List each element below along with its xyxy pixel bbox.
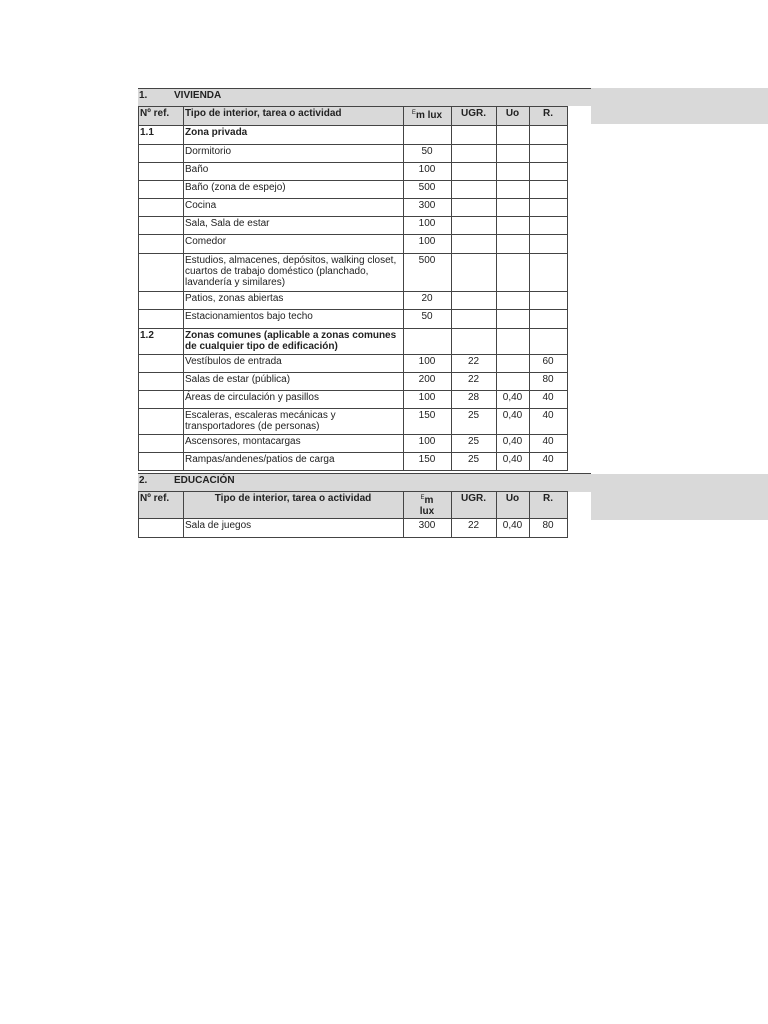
ref-cell bbox=[139, 181, 184, 199]
em-lux-cell: 500 bbox=[404, 181, 452, 199]
table-row bbox=[139, 254, 568, 292]
ugr-cell bbox=[452, 310, 497, 329]
description-cell: Cocina bbox=[184, 199, 404, 217]
em-lux-cell: 50 bbox=[404, 310, 452, 329]
uo-cell bbox=[497, 254, 530, 292]
ref-cell bbox=[139, 435, 184, 453]
ref-cell: 1.1 bbox=[139, 126, 184, 145]
ref-cell bbox=[139, 310, 184, 329]
header-em bbox=[404, 492, 452, 519]
r-cell bbox=[530, 329, 568, 355]
em-lux-cell: 200 bbox=[404, 373, 452, 391]
em-lux-cell: 500 bbox=[404, 254, 452, 292]
description-cell: Salas de estar (pública) bbox=[184, 373, 404, 391]
em-lux-cell: 50 bbox=[404, 145, 452, 163]
r-cell bbox=[530, 235, 568, 254]
em-lux-cell: 150 bbox=[404, 409, 452, 435]
illuminance-table bbox=[138, 106, 568, 471]
ugr-cell bbox=[452, 292, 497, 310]
header-ugr: UGR. bbox=[452, 492, 497, 519]
uo-cell bbox=[497, 310, 530, 329]
description-cell: Baño (zona de espejo) bbox=[184, 181, 404, 199]
ugr-cell bbox=[452, 329, 497, 355]
uo-cell bbox=[497, 373, 530, 391]
ugr-cell bbox=[452, 181, 497, 199]
em-lux-cell: 100 bbox=[404, 163, 452, 181]
section-heading bbox=[138, 473, 591, 492]
description-cell: Vestíbulos de entrada bbox=[184, 355, 404, 373]
description-cell: Patios, zonas abiertas bbox=[184, 292, 404, 310]
ugr-cell: 28 bbox=[452, 391, 497, 409]
ugr-cell: 25 bbox=[452, 453, 497, 471]
ref-cell bbox=[139, 235, 184, 254]
em-lux-cell: 100 bbox=[404, 391, 452, 409]
table-row bbox=[139, 519, 568, 538]
table-row bbox=[139, 163, 568, 181]
header-desc: Tipo de interior, tarea o actividad bbox=[184, 492, 404, 519]
header-em-label: m lux bbox=[415, 110, 443, 121]
ref-cell bbox=[139, 409, 184, 435]
em-lux-cell: 100 bbox=[404, 235, 452, 254]
ugr-cell bbox=[452, 126, 497, 145]
r-cell: 80 bbox=[530, 519, 568, 538]
section-title: EDUCACIÓN bbox=[174, 475, 235, 486]
ugr-cell bbox=[452, 254, 497, 292]
section-number: 2. bbox=[139, 475, 148, 486]
table-row bbox=[139, 126, 568, 145]
r-cell bbox=[530, 145, 568, 163]
r-cell bbox=[530, 181, 568, 199]
uo-cell: 0,40 bbox=[497, 435, 530, 453]
gray-band-right bbox=[591, 88, 768, 124]
uo-cell bbox=[497, 292, 530, 310]
description-cell: Ascensores, montacargas bbox=[184, 435, 404, 453]
ref-cell bbox=[139, 355, 184, 373]
em-lux-cell: 20 bbox=[404, 292, 452, 310]
header-uo: Uo bbox=[497, 492, 530, 519]
ugr-cell: 25 bbox=[452, 409, 497, 435]
table-header-row bbox=[139, 492, 568, 519]
ugr-cell bbox=[452, 235, 497, 254]
header-r: R. bbox=[530, 107, 568, 126]
r-cell bbox=[530, 254, 568, 292]
description-cell: Comedor bbox=[184, 235, 404, 254]
ref-cell bbox=[139, 199, 184, 217]
ref-cell bbox=[139, 453, 184, 471]
table-row bbox=[139, 310, 568, 329]
r-cell: 40 bbox=[530, 435, 568, 453]
r-cell bbox=[530, 199, 568, 217]
em-lux-cell: 100 bbox=[404, 355, 452, 373]
ref-cell bbox=[139, 519, 184, 538]
r-cell bbox=[530, 292, 568, 310]
description-cell: Áreas de circulación y pasillos bbox=[184, 391, 404, 409]
illuminance-table bbox=[138, 491, 568, 538]
header-em-unit: lux bbox=[419, 506, 435, 517]
uo-cell bbox=[497, 217, 530, 235]
header-r: R. bbox=[530, 492, 568, 519]
em-lux-cell bbox=[404, 329, 452, 355]
table-row bbox=[139, 391, 568, 409]
uo-cell bbox=[497, 199, 530, 217]
uo-cell: 0,40 bbox=[497, 519, 530, 538]
section-number: 1. bbox=[139, 90, 148, 101]
ref-cell bbox=[139, 145, 184, 163]
uo-cell bbox=[497, 355, 530, 373]
section-title: VIVIENDA bbox=[174, 90, 222, 101]
uo-cell: 0,40 bbox=[497, 391, 530, 409]
description-cell: Estacionamientos bajo techo bbox=[184, 310, 404, 329]
gray-band-right bbox=[591, 474, 768, 520]
ugr-cell bbox=[452, 145, 497, 163]
table-row bbox=[139, 373, 568, 391]
uo-cell bbox=[497, 235, 530, 254]
header-em-prefix: E bbox=[411, 110, 416, 116]
table-row bbox=[139, 453, 568, 471]
ugr-cell bbox=[452, 163, 497, 181]
ref-cell bbox=[139, 391, 184, 409]
ref-cell bbox=[139, 254, 184, 292]
table-row bbox=[139, 235, 568, 254]
table-row bbox=[139, 329, 568, 355]
uo-cell bbox=[497, 181, 530, 199]
em-lux-cell: 100 bbox=[404, 217, 452, 235]
header-desc: Tipo de interior, tarea o actividad bbox=[184, 107, 404, 126]
r-cell bbox=[530, 126, 568, 145]
table-row bbox=[139, 355, 568, 373]
ugr-cell: 22 bbox=[452, 519, 497, 538]
header-em bbox=[404, 107, 452, 126]
table-header-row bbox=[139, 107, 568, 126]
section-heading bbox=[138, 88, 591, 106]
ugr-cell bbox=[452, 217, 497, 235]
ref-cell bbox=[139, 292, 184, 310]
r-cell bbox=[530, 310, 568, 329]
em-lux-cell: 300 bbox=[404, 199, 452, 217]
table-row bbox=[139, 435, 568, 453]
description-cell: Rampas/andenes/patios de carga bbox=[184, 453, 404, 471]
table-row bbox=[139, 199, 568, 217]
ugr-cell: 25 bbox=[452, 435, 497, 453]
ref-cell: 1.2 bbox=[139, 329, 184, 355]
r-cell: 60 bbox=[530, 355, 568, 373]
uo-cell bbox=[497, 126, 530, 145]
uo-cell bbox=[497, 163, 530, 181]
description-cell: Baño bbox=[184, 163, 404, 181]
header-uo: Uo bbox=[497, 107, 530, 126]
em-lux-cell bbox=[404, 126, 452, 145]
ugr-cell: 22 bbox=[452, 355, 497, 373]
header-em-prefix: E bbox=[420, 495, 425, 501]
header-ref: Nº ref. bbox=[139, 107, 184, 126]
r-cell bbox=[530, 217, 568, 235]
table-row bbox=[139, 409, 568, 435]
description-cell: Zona privada bbox=[184, 126, 404, 145]
table-row bbox=[139, 292, 568, 310]
description-cell: Escaleras, escaleras mecánicas y transportadores (de personas) bbox=[184, 409, 404, 435]
r-cell: 80 bbox=[530, 373, 568, 391]
r-cell: 40 bbox=[530, 409, 568, 435]
em-lux-cell: 150 bbox=[404, 453, 452, 471]
table-row bbox=[139, 217, 568, 235]
uo-cell bbox=[497, 329, 530, 355]
header-ugr: UGR. bbox=[452, 107, 497, 126]
em-lux-cell: 300 bbox=[404, 519, 452, 538]
uo-cell: 0,40 bbox=[497, 409, 530, 435]
ref-cell bbox=[139, 163, 184, 181]
description-cell: Estudios, almacenes, depósitos, walking closet, cuartos de trabajo doméstico (planchado, lavandería y similares) bbox=[184, 254, 404, 292]
description-cell: Zonas comunes (aplicable a zonas comunes de cualquier tipo de edificación) bbox=[184, 329, 404, 355]
header-em-label: m bbox=[424, 495, 434, 506]
ref-cell bbox=[139, 217, 184, 235]
header-ref: Nº ref. bbox=[139, 492, 184, 519]
description-cell: Sala de juegos bbox=[184, 519, 404, 538]
uo-cell bbox=[497, 145, 530, 163]
description-cell: Dormitorio bbox=[184, 145, 404, 163]
table-row bbox=[139, 145, 568, 163]
uo-cell: 0,40 bbox=[497, 453, 530, 471]
em-lux-cell: 100 bbox=[404, 435, 452, 453]
table-row bbox=[139, 181, 568, 199]
r-cell: 40 bbox=[530, 391, 568, 409]
ugr-cell: 22 bbox=[452, 373, 497, 391]
r-cell: 40 bbox=[530, 453, 568, 471]
r-cell bbox=[530, 163, 568, 181]
ref-cell bbox=[139, 373, 184, 391]
description-cell: Sala, Sala de estar bbox=[184, 217, 404, 235]
ugr-cell bbox=[452, 199, 497, 217]
